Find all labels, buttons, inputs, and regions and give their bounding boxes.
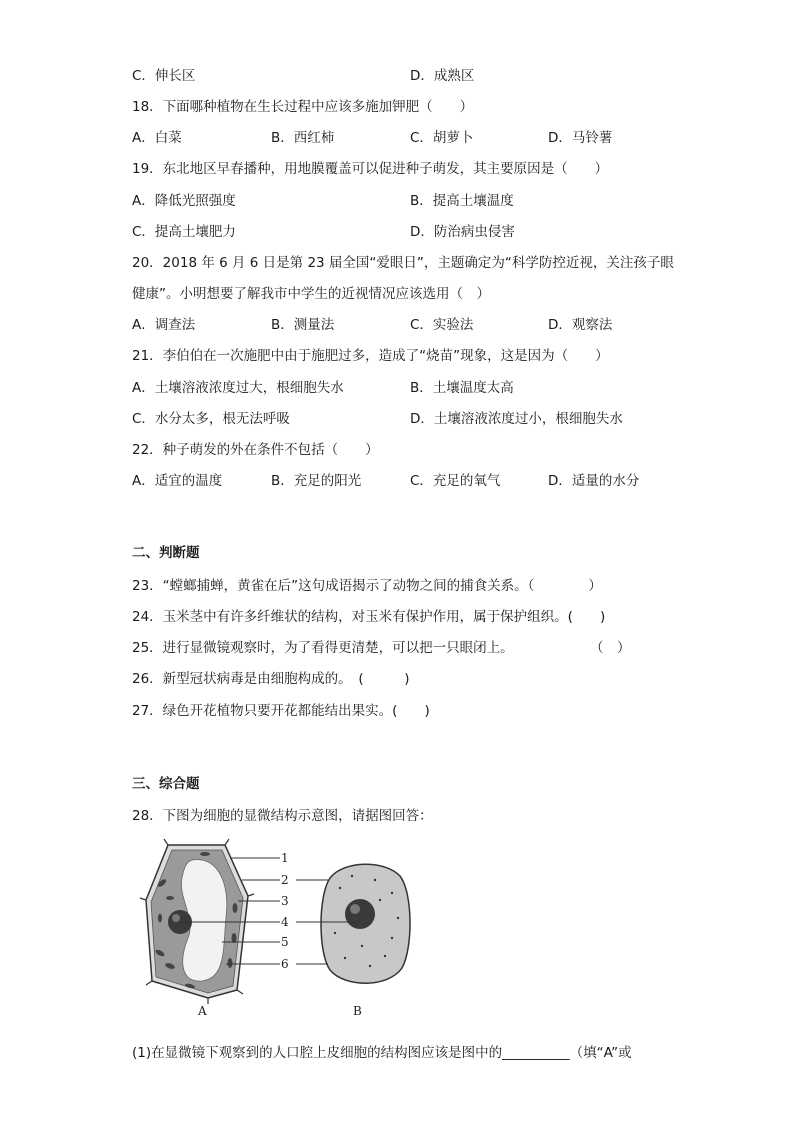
q21-option-d: D．土壤溶液浓度过小，根细胞失水 [410, 411, 623, 427]
q20-stem-line1: 20．2018 年 6 月 6 日是第 23 届全国“爱眼日”，主题确定为“科学防控近视，关注孩子眼 [132, 255, 674, 271]
chloroplast [166, 896, 174, 900]
cell-b-label: B [353, 1004, 362, 1018]
q21-option-c: C．水分太多，根无法呼吸 [132, 411, 290, 427]
q18-option-c: C．胡萝卜 [410, 130, 474, 146]
q24: 24．玉米茎中有许多纤维状的结构，对玉米有保护作用，属于保护组织。( ) [132, 609, 606, 625]
q19-option-a: A．降低光照强度 [132, 193, 236, 209]
q27: 27．绿色开花植物只要开花都能结出果实。( ) [132, 703, 430, 719]
q17-option-d: D．成熟区 [410, 68, 475, 84]
q20-option-a: A．调查法 [132, 317, 196, 333]
q17-option-c: C．伸长区 [132, 68, 196, 84]
chloroplast [232, 933, 237, 943]
label-2: 2 [281, 873, 289, 887]
plant-cell-nucleus-highlight [172, 914, 180, 922]
chloroplast [228, 958, 233, 968]
q28-part-1: (1)在显微镜下观察到的人口腔上皮细胞的结构图应该是图中的__________（填“A”或 [132, 1045, 632, 1061]
q25-answer-blank: （ ） [590, 640, 631, 656]
q22-option-a: A．适宜的温度 [132, 473, 223, 489]
label-3: 3 [281, 894, 289, 908]
section-2-title: 二、判断题 [132, 545, 200, 561]
cell-a-label: A [198, 1004, 207, 1018]
label-1: 1 [281, 851, 289, 865]
animal-cell-nucleus [345, 899, 375, 929]
q21-stem: 21．李伯伯在一次施肥中由于施肥过多，造成了“烧苗”现象，这是因为（ ） [132, 348, 609, 364]
q18-option-a: A．白菜 [132, 130, 182, 146]
q25: 25．进行显微镜观察时，为了看得更清楚，可以把一只眼闭上。 [132, 640, 514, 656]
q20-option-b: B．测量法 [271, 317, 335, 333]
q21-option-a: A．土壤溶液浓度过大，根细胞失水 [132, 380, 344, 396]
label-4: 4 [281, 915, 289, 929]
q20-option-d: D．观察法 [548, 317, 613, 333]
animal-cell-nucleus-highlight [350, 904, 360, 914]
label-6: 6 [281, 957, 289, 971]
q22-option-d: D．适量的水分 [548, 473, 640, 489]
q26: 26．新型冠状病毒是由细胞构成的。 ( ) [132, 671, 410, 687]
chloroplast [158, 914, 162, 923]
q18-option-d: D．马铃薯 [548, 130, 613, 146]
q19-option-b: B．提高土壤温度 [410, 193, 514, 209]
q22-stem: 22．种子萌发的外在条件不包括（ ） [132, 442, 379, 458]
q22-option-c: C．充足的氧气 [410, 473, 501, 489]
q18-option-b: B．西红柿 [271, 130, 335, 146]
chloroplast [200, 852, 210, 856]
q23: 23．“螳螂捕蝉，黄雀在后”这句成语揭示了动物之间的捕食关系。（ ） [132, 578, 602, 594]
q22-option-b: B．充足的阳光 [271, 473, 362, 489]
q19-option-c: C．提高土壤肥力 [132, 224, 236, 240]
cell-structure-figure [130, 838, 430, 1023]
q18-stem: 18．下面哪种植物在生长过程中应该多施加钾肥（ ） [132, 99, 474, 115]
label-5: 5 [281, 935, 289, 949]
chloroplast [233, 903, 238, 913]
q19-option-d: D．防治病虫侵害 [410, 224, 515, 240]
q21-option-b: B．土壤温度太高 [410, 380, 514, 396]
q19-stem: 19．东北地区早春播种，用地膜覆盖可以促进种子萌发，其主要原因是（ ） [132, 161, 609, 177]
q20-option-c: C．实验法 [410, 317, 474, 333]
q20-stem-line2: 健康”。小明想要了解我市中学生的近视情况应该选用（ ） [132, 286, 490, 302]
q28-stem: 28．下图为细胞的显微结构示意图，请据图回答： [132, 808, 433, 824]
section-3-title: 三、综合题 [132, 776, 200, 792]
